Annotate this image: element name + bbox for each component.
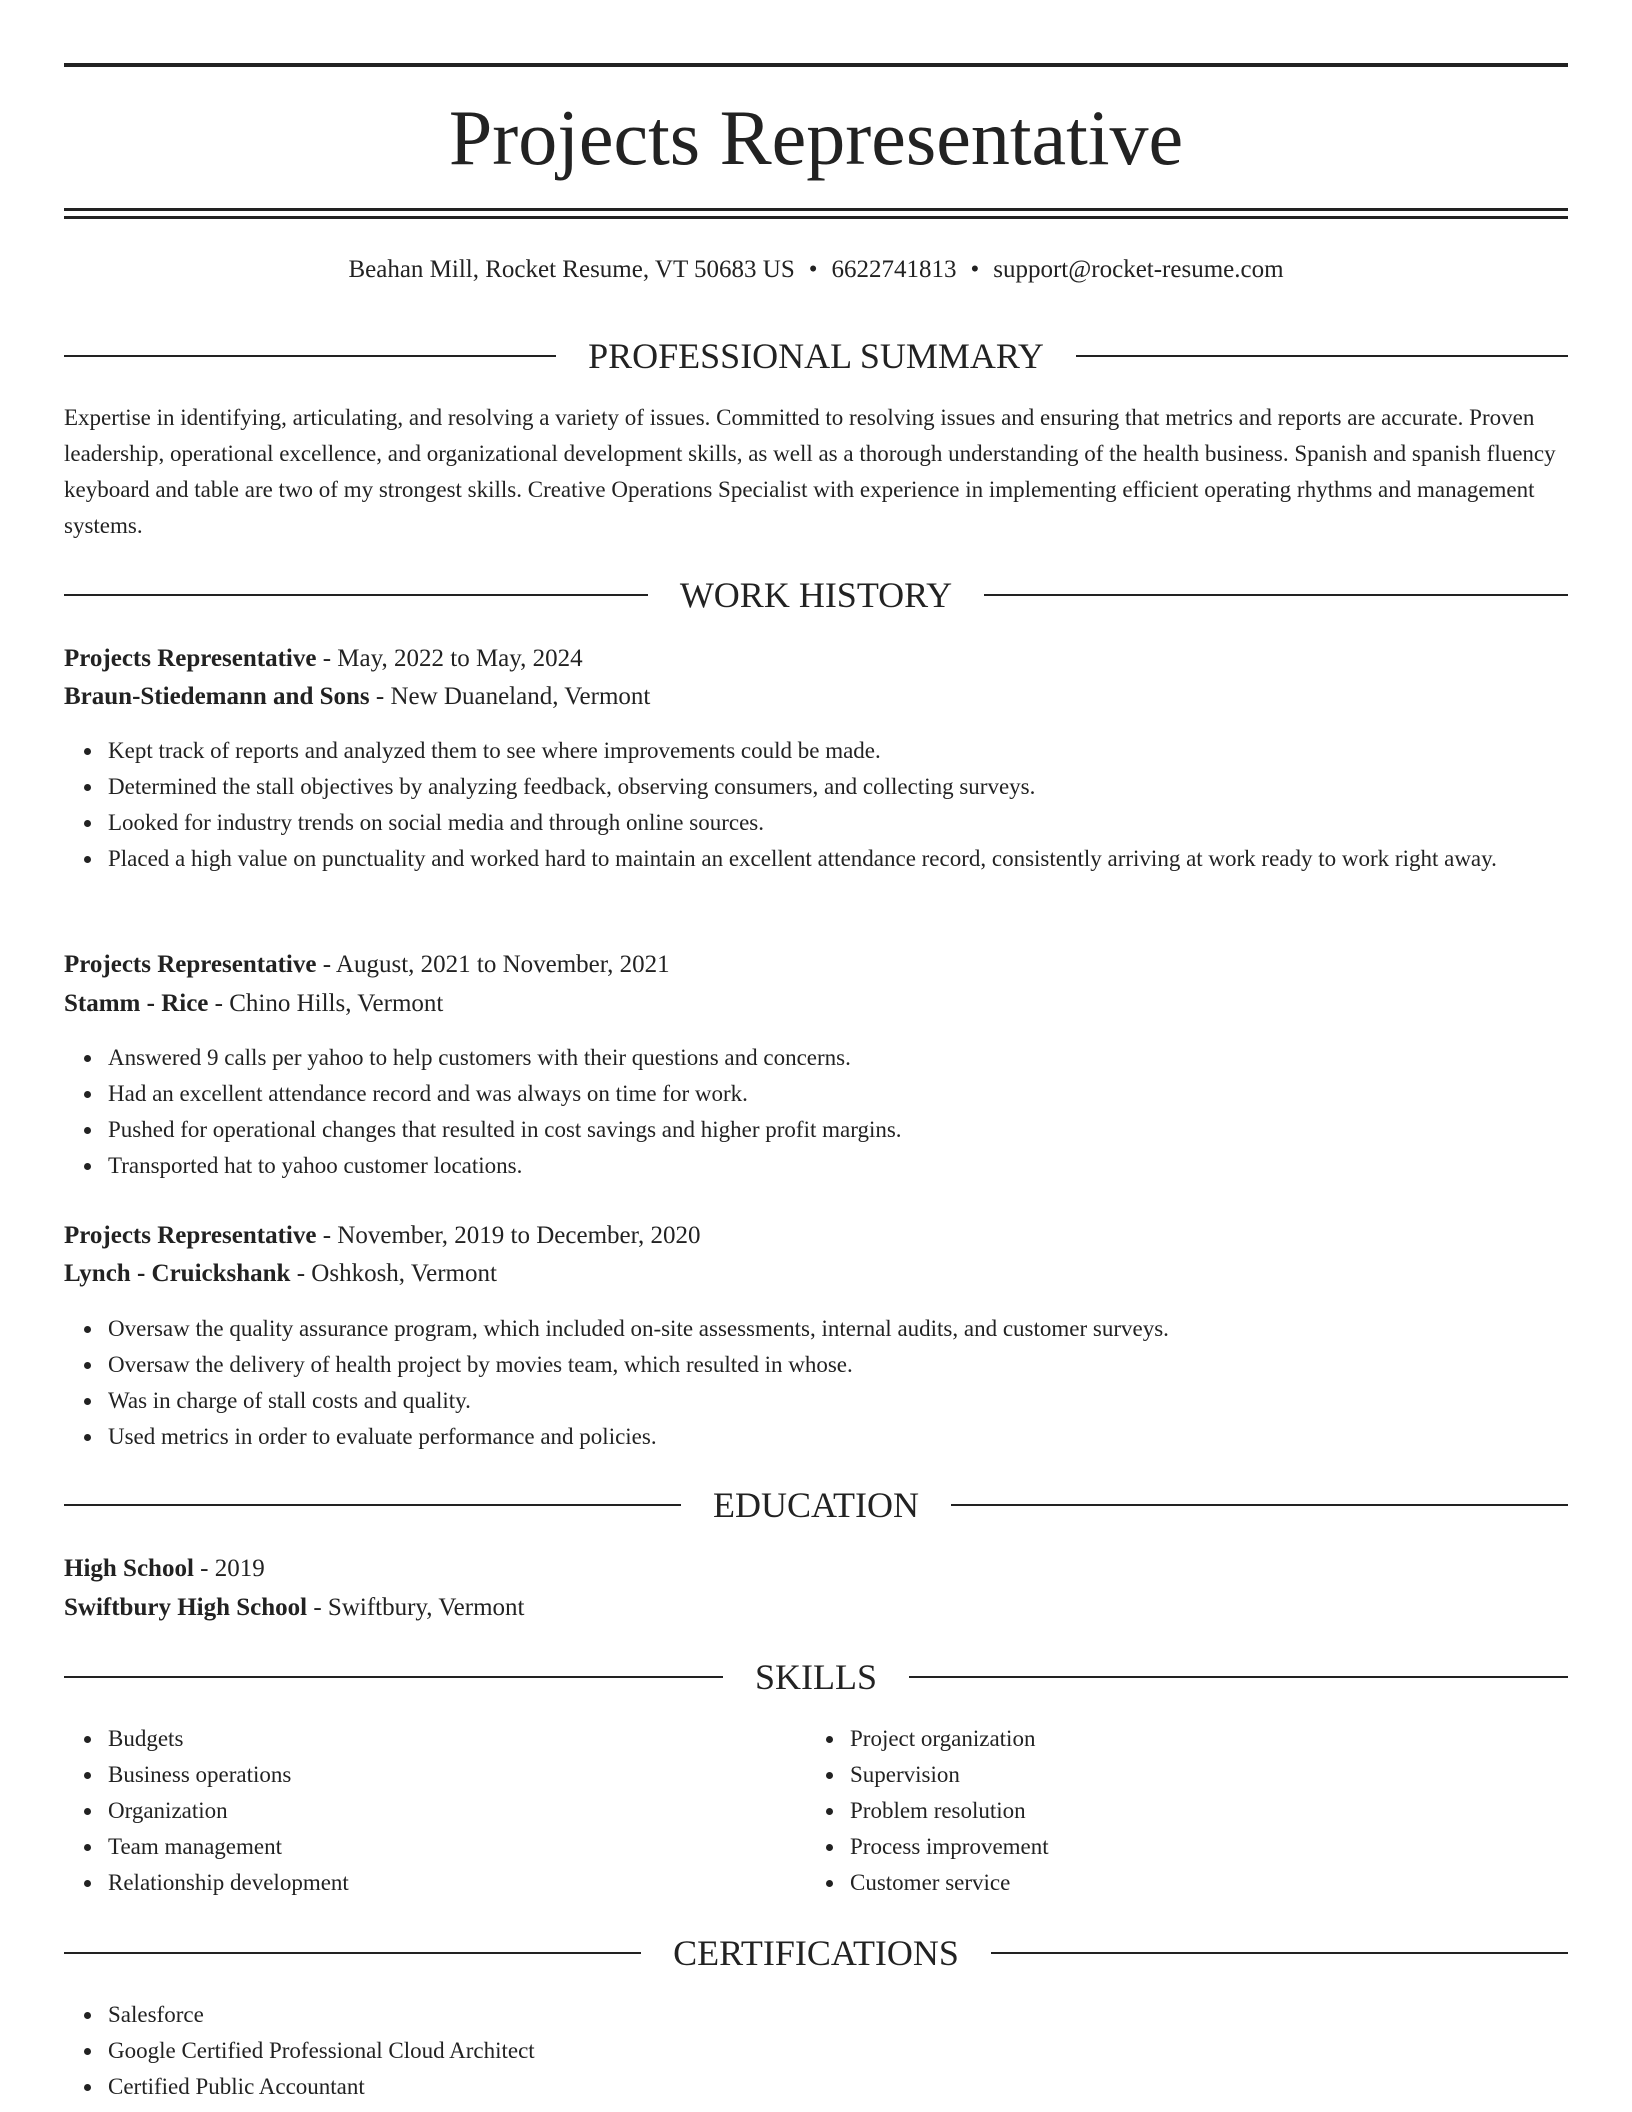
section-title: EDUCATION bbox=[713, 1485, 919, 1525]
skill-item: Customer service bbox=[850, 1865, 1550, 1901]
job-duties-list bbox=[64, 733, 1612, 877]
contact-phone: 6622741813 bbox=[831, 256, 957, 283]
skills-list-left bbox=[64, 1721, 808, 1901]
job-duties-list bbox=[64, 1040, 1612, 1184]
list-item: Used metrics in order to evaluate performance and policies. bbox=[108, 1419, 1612, 1455]
job-company: Braun-Stiedemann and Sons bbox=[64, 683, 370, 710]
divider bbox=[909, 1676, 1568, 1678]
divider bbox=[64, 1504, 681, 1506]
divider bbox=[984, 594, 1568, 596]
divider bbox=[64, 355, 556, 357]
list-item: Oversaw the delivery of health project by movies team, which resulted in whose. bbox=[108, 1347, 1612, 1383]
section-title: WORK HISTORY bbox=[679, 575, 953, 615]
job-title: Projects Representative bbox=[64, 1222, 317, 1249]
divider bbox=[951, 1504, 1568, 1506]
contact-separator: • bbox=[808, 256, 818, 283]
job-dates: - November, 2019 to December, 2020 bbox=[322, 1222, 701, 1249]
list-item: Pushed for operational changes that resulted in cost savings and higher profit margins. bbox=[108, 1112, 1612, 1148]
divider bbox=[991, 1952, 1568, 1954]
skill-item: Project organization bbox=[850, 1721, 1550, 1757]
section-heading-certifications bbox=[64, 1931, 1568, 1975]
education-location: - Swiftbury, Vermont bbox=[313, 1594, 525, 1621]
section-heading-work-history bbox=[64, 573, 1568, 617]
job-duties-list bbox=[64, 1311, 1612, 1455]
job-company-line bbox=[64, 678, 1568, 716]
section-heading-education bbox=[64, 1483, 1568, 1527]
education-degree-line bbox=[64, 1550, 1568, 1588]
skills-list-right bbox=[806, 1721, 1550, 1901]
divider bbox=[64, 1676, 723, 1678]
divider bbox=[64, 594, 648, 596]
skill-item: Business operations bbox=[108, 1757, 808, 1793]
top-rule bbox=[64, 63, 1568, 67]
list-item: Had an excellent attendance record and was always on time for work. bbox=[108, 1076, 1612, 1112]
job-company-line bbox=[64, 1255, 1568, 1293]
divider bbox=[64, 1952, 641, 1954]
contact-separator: • bbox=[970, 256, 980, 283]
section-heading-skills bbox=[64, 1655, 1568, 1699]
education-school: Swiftbury High School bbox=[64, 1594, 308, 1621]
resume-title: Projects Representative bbox=[448, 94, 1184, 181]
contact-address: Beahan Mill, Rocket Resume, VT 50683 US bbox=[348, 256, 795, 283]
job-title: Projects Representative bbox=[64, 951, 317, 978]
skill-item: Supervision bbox=[850, 1757, 1550, 1793]
job-location: - Chino Hills, Vermont bbox=[214, 990, 444, 1017]
education-degree: High School bbox=[64, 1555, 194, 1582]
skill-item: Problem resolution bbox=[850, 1793, 1550, 1829]
title-rule-lower bbox=[64, 216, 1568, 219]
job-dates: - May, 2022 to May, 2024 bbox=[322, 645, 583, 672]
job-company: Lynch - Cruickshank bbox=[64, 1260, 291, 1287]
job-title-line bbox=[64, 640, 1568, 678]
section-title: PROFESSIONAL SUMMARY bbox=[588, 336, 1044, 376]
certification-item: Google Certified Professional Cloud Architect bbox=[108, 2033, 1612, 2069]
title-rule-upper bbox=[64, 208, 1568, 211]
skill-item: Relationship development bbox=[108, 1865, 808, 1901]
section-title: SKILLS bbox=[755, 1657, 878, 1697]
section-title: CERTIFICATIONS bbox=[673, 1933, 959, 1973]
list-item: Was in charge of stall costs and quality. bbox=[108, 1383, 1612, 1419]
job-company: Stamm - Rice bbox=[64, 990, 209, 1017]
contact-line bbox=[64, 252, 1568, 288]
job-title-line bbox=[64, 946, 1568, 984]
job-dates: - August, 2021 to November, 2021 bbox=[322, 951, 670, 978]
skill-item: Organization bbox=[108, 1793, 808, 1829]
job-location: - New Duaneland, Vermont bbox=[375, 683, 651, 710]
education-year: - 2019 bbox=[200, 1555, 265, 1582]
certification-item: Certified Public Accountant bbox=[108, 2069, 1612, 2105]
list-item: Oversaw the quality assurance program, which included on-site assessments, internal audits, and customer surveys. bbox=[108, 1311, 1612, 1347]
education-school-line bbox=[64, 1589, 1568, 1627]
contact-email: support@rocket-resume.com bbox=[993, 256, 1284, 283]
job-title: Projects Representative bbox=[64, 645, 317, 672]
job-title-line bbox=[64, 1217, 1568, 1255]
list-item: Kept track of reports and analyzed them to see where improvements could be made. bbox=[108, 733, 1612, 769]
job-location: - Oshkosh, Vermont bbox=[296, 1260, 497, 1287]
list-item: Looked for industry trends on social media and through online sources. bbox=[108, 805, 1612, 841]
skill-item: Team management bbox=[108, 1829, 808, 1865]
job-company-line bbox=[64, 985, 1568, 1023]
section-heading-summary bbox=[64, 334, 1568, 378]
summary-text: Expertise in identifying, articulating, and resolving a variety of issues. Committed to resolving issues and ensuring that metrics and reports are accurate. Proven leadership, operational excellence, and organizational development skills, as well as a thorough understanding of the health business. Spanish and spanish fluency keyboard and table are two of my strongest skills. Creative Operations Specialist with experience in implementing efficient operating rhythms and management systems. bbox=[64, 405, 1556, 538]
divider bbox=[1076, 355, 1568, 357]
certification-item: Salesforce bbox=[108, 1997, 1612, 2033]
skill-item: Process improvement bbox=[850, 1829, 1550, 1865]
certifications-list bbox=[64, 1997, 1612, 2105]
list-item: Determined the stall objectives by analyzing feedback, observing consumers, and collecting surveys. bbox=[108, 769, 1612, 805]
list-item: Placed a high value on punctuality and worked hard to maintain an excellent attendance record, consistently arriving at work ready to work right away. bbox=[108, 841, 1612, 877]
list-item: Answered 9 calls per yahoo to help customers with their questions and concerns. bbox=[108, 1040, 1612, 1076]
skill-item: Budgets bbox=[108, 1721, 808, 1757]
list-item: Transported hat to yahoo customer locations. bbox=[108, 1148, 1612, 1184]
